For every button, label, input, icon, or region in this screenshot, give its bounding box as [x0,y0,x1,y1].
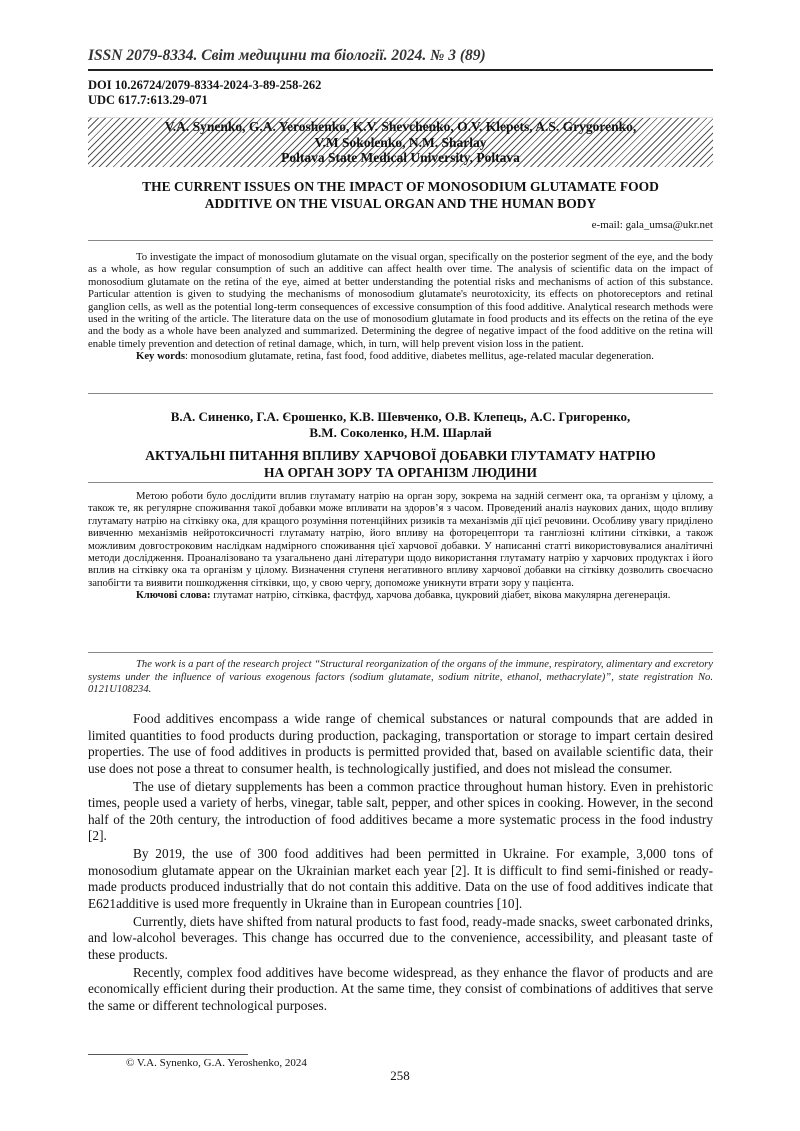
body-paragraph-2: The use of dietary supplements has been a common practice throughout human history. Even in prehistoric times, people used a variety of herbs, vinegar, table salt, pepper, and other spices in cooking. However, in the second half of the 20th century, the introduction of food additives became a more systematic process in the food industry [2]. [88,778,713,843]
title-en-line-1: THE CURRENT ISSUES ON THE IMPACT OF MONOSODIUM GLUTAMATE FOOD [142,179,659,194]
funding-text: The work is a part of the research project “Structural reorganization of the organs of the immune, respiratory, alimentary and excretory systems under the influence of various exogenous factors (sodium glutamate, sodium nitrite, ethanol, methacrylate)”, state registration No. 0121U108234. [88,659,713,695]
page-number: 258 [390,1068,410,1083]
keywords-en [88,350,713,362]
abstract-en [88,251,713,363]
abstract-ua [88,490,713,602]
authors-block [88,117,713,167]
keywords-en-list: : monosodium glutamate, retina, fast food, food additive, diabetes mellitus, age-related macular degeneration. [184,350,654,363]
title-ua-line-2: НА ОРГАН ЗОРУ ТА ОРГАНІЗМ ЛЮДИНИ [263,465,538,480]
contact-email: e-mail: gala_umsa@ukr.net [591,219,713,231]
body-paragraph-1: Food additives encompass a wide range of chemical substances or natural compounds that are added in limited quantities to food products during production, packaging, transportation or storage to impart certain desired properties. The use of food additives in products is permitted provided that, based on available scientific data, their use does not pose a threat to consumer health, is technologically justified, and does not mislead the consumer. [88,711,713,776]
journal-header: ISSN 2079-8334. Світ медицини та біології. 2024. № 3 (89) [88,47,486,64]
authors-ua-line-2: В.М. Соколенко, Н.М. Шарлай [309,424,492,440]
abstract-en-bottom-rule [88,393,713,394]
header-rule [88,69,713,71]
authors-text [88,119,713,166]
copyright: © V.A. Synenko, G.A. Yeroshenko, 2024 [126,1057,307,1069]
footnote-rule [88,1054,248,1055]
abstract-en-top-rule [88,240,713,241]
abstract-ua-top-rule [88,482,713,483]
title-en-line-2: ADDITIVE ON THE VISUAL ORGAN AND THE HUMAN BODY [204,196,597,211]
paper-title-ua [88,447,713,481]
authors-ua [88,409,713,440]
authors-line-2: V.M Sokolenko, N.M. Sharlay [314,134,487,150]
body-paragraph-4: Currently, diets have shifted from natural products to fast food, ready-made snacks, sweet carbonated drinks, and low-alcohol beverages. This change has occurred due to the convenience, accessibility, and pleasant taste of these products. [88,913,713,962]
keywords-ua-list: глутамат натрію, сітківка, фастфуд, харчова добавка, цукровий діабет, вікова макулярна дегенерація. [210,589,671,602]
keywords-en-label: Key words [136,350,185,363]
title-ua-line-1: АКТУАЛЬНІ ПИТАННЯ ВПЛИВУ ХАРЧОВОЇ ДОБАВКИ ГЛУТАМАТУ НАТРІЮ [145,448,656,463]
abstract-ua-bottom-rule [88,652,713,653]
keywords-ua-label: Ключові слова: [136,589,211,602]
authors-ua-line-1: В.А. Синенко, Г.А. Єрошенко, К.В. Шевченко, О.В. Клепець, А.С. Григоренко, [170,409,631,424]
paper-title-en [88,178,713,212]
abstract-en-text: To investigate the impact of monosodium glutamate on the visual organ, specifically on the posterior segment of the eye, and the body as a whole, as how regular consumption of such an additive can affect health over time. The analysis of scientific data on the impact of monosodium glutamate on the retina of the eye, aimed at better understanding the potential risks and mechanisms of action of this substance. Particular attention is given to studying the mechanisms of monosodium glutamate's neurotoxicity, its effects on photoreceptors and retinal ganglion cells, as well as the potential long-term consequences of excessive consumption of this food additive. Analytical research methods were used in the writing of the article. The literature data on the use of monosodium glutamate in food products and its effects on the retina of the eye and the body as a whole have been analyzed and summarized. Determining the degree of negative impact of the food additive on the retina will enable timely prevention and detection of retinal damage, which, in turn, will help prevent vision loss in the patient. [88,251,713,350]
authors-line-1: V.A. Synenko, G.A. Yeroshenko, K.V. Shevchenko, O.V. Klepets, A.S. Grygorenko, [164,119,637,134]
abstract-ua-text: Метою роботи було дослідити вплив глутамату натрію на орган зору, зокрема на задній сегмент ока, та організм у цілому, а також те, як регулярне споживання такої добавки може впливати на здоров’я з часом. Проведений аналіз наукових даних, щодо впливу глутамату натрію на сітківку ока, для кращого розуміння потенційних ризиків та механізмів дії цієї речовини. Особливу увагу приділено вивченню механізмів нейротоксичності глутамату натрію, його впливу на фоторецептори та гангліозні клітини сітківки, а також можливим довгостроковим наслідкам надмірного споживання цієї харчової добавки. У написанні статті використовувалися аналітичні методи дослідження. Проаналізовано та узагальнено дані літератури щодо використання глутамату натрію у харчових продуктах і його вплив на сітківку ока та організм у цілому. Визначення ступеня негативного впливу харчової добавки на сітківку дозволить своєчасно запобігти та виявити пошкодження сітківки, що, у свою чергу, допоможе уникнути втрати зору у пацієнта. [88,490,713,589]
funding-note [88,659,713,697]
body-paragraph-5: Recently, complex food additives have become widespread, as they enhance the flavor of products and are economically efficient during their production. At the same time, they consist of combinations of additives that serve the same or different technological purposes. [88,964,713,1013]
body-text [88,711,713,1016]
udc: UDC 617.7:613.29-071 [88,93,208,107]
identifiers [88,78,321,108]
affiliation: Poltava State Medical University, Poltava [281,150,520,165]
doi: DOI 10.26724/2079-8334-2024-3-89-258-262 [88,78,322,92]
keywords-ua [88,589,713,601]
body-paragraph-3: By 2019, the use of 300 food additives had been permitted in Ukraine. For example, 3,000 tons of monosodium glutamate appear on the Ukrainian market each year [2]. It is difficult to find semi-finished or ready-made products produced industrially that do not contain this additive. Data on the use of food additives indicate that E621additive is used more frequently in Ukraine than in European countries [10]. [88,846,713,911]
